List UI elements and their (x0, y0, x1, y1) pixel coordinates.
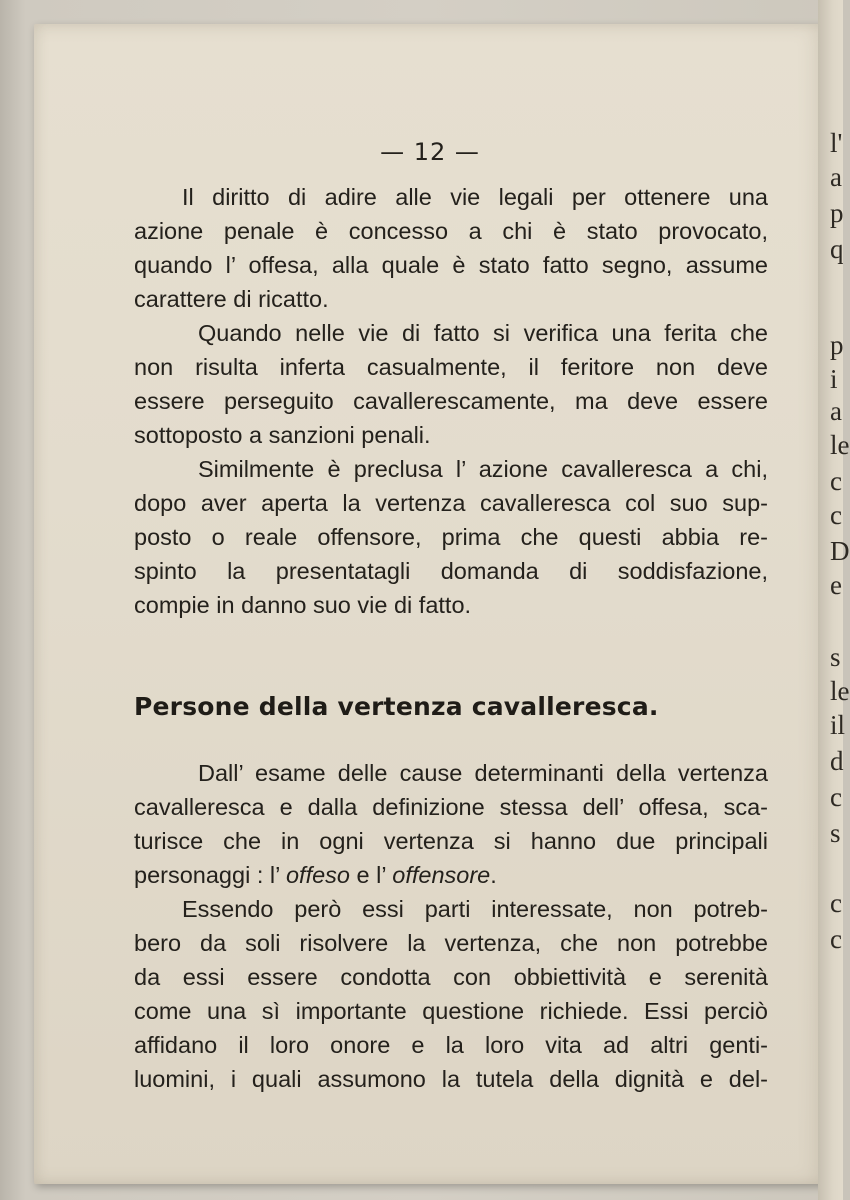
text-line: Quando nelle vie di fatto si verifica una ferita che (198, 320, 768, 346)
book-page (34, 24, 826, 1184)
text-line: dopo aver aperta la vertenza cavalleresca col suo sup- (134, 490, 768, 516)
text-line: carattere di ricatto. (134, 286, 329, 312)
fragment: d (830, 746, 844, 776)
text-line: cavalleresca e dalla definizione stessa dell’ offesa, sca- (134, 794, 768, 820)
fragment: q (830, 234, 844, 264)
text-line: Similmente è preclusa l’ azione cavalleresca a chi, (198, 456, 768, 482)
text-line: quando l’ offesa, alla quale è stato fatto segno, assume (134, 252, 768, 278)
fragment: a (830, 162, 842, 192)
text-line: non risulta inferta casualmente, il feritore non deve (134, 354, 768, 380)
text-line: bero da soli risolvere la vertenza, che non potrebbe (134, 930, 768, 956)
fragment: e (830, 570, 842, 600)
text-line: turisce che in ogni vertenza si hanno due principali (134, 828, 768, 854)
text-line: Il diritto di adire alle vie legali per ottenere una (182, 184, 768, 210)
fragment: a (830, 396, 842, 426)
text-line: luomini, i quali assumono la tutela della dignità e del- (134, 1066, 768, 1092)
fragment: c (830, 466, 842, 496)
fragment: le (830, 430, 850, 460)
text-line: posto o reale offensore, prima che questi abbia re- (134, 524, 768, 550)
fragment: le (830, 676, 850, 706)
adjacent-page-edge (818, 0, 850, 1200)
italic-term-offensore: offensore (392, 862, 491, 888)
text-span: e l’ (350, 862, 393, 888)
fragment: l' (830, 128, 843, 158)
text-line: sottoposto a sanzioni penali. (134, 422, 431, 448)
italic-term-offeso: offeso (285, 862, 351, 888)
fragment: c (830, 888, 842, 918)
fragment: c (830, 924, 842, 954)
section-heading: Persone della vertenza cavalleresca. (134, 692, 659, 721)
fragment: D (830, 536, 850, 566)
fragment: s (830, 642, 841, 672)
paragraph-block-1 (134, 180, 768, 622)
fragment: c (830, 782, 842, 812)
text-line: azione penale è concesso a chi è stato provocato, (134, 218, 768, 244)
paragraph-block-2 (134, 756, 768, 1096)
fragment: il (830, 710, 846, 740)
fragment: p (830, 330, 844, 360)
text-line: da essi essere condotta con obbiettività e serenità (134, 964, 768, 990)
text-line: compie in danno suo vie di fatto. (134, 592, 472, 618)
fragment: s (830, 818, 841, 848)
text-line: spinto la presentatagli domanda di soddisfazione, (134, 558, 768, 584)
text-line: Essendo però essi parti interessate, non potreb- (182, 896, 768, 922)
page-number: — 12 — (380, 138, 480, 166)
text-line: Dall’ esame delle cause determinanti della vertenza (198, 760, 768, 786)
text-span: . (490, 862, 497, 888)
text-line: affidano il loro onore e la loro vita ad altri genti- (134, 1032, 768, 1058)
fragment: i (830, 364, 838, 394)
text-line: come una sì importante questione richiede. Essi perciò (134, 998, 768, 1024)
fragment: p (830, 198, 844, 228)
text-line: essere perseguito cavallerescamente, ma deve essere (134, 388, 768, 414)
fragment: c (830, 500, 842, 530)
text-line-with-italics (134, 858, 768, 892)
text-span: personaggi : l’ (134, 862, 286, 888)
